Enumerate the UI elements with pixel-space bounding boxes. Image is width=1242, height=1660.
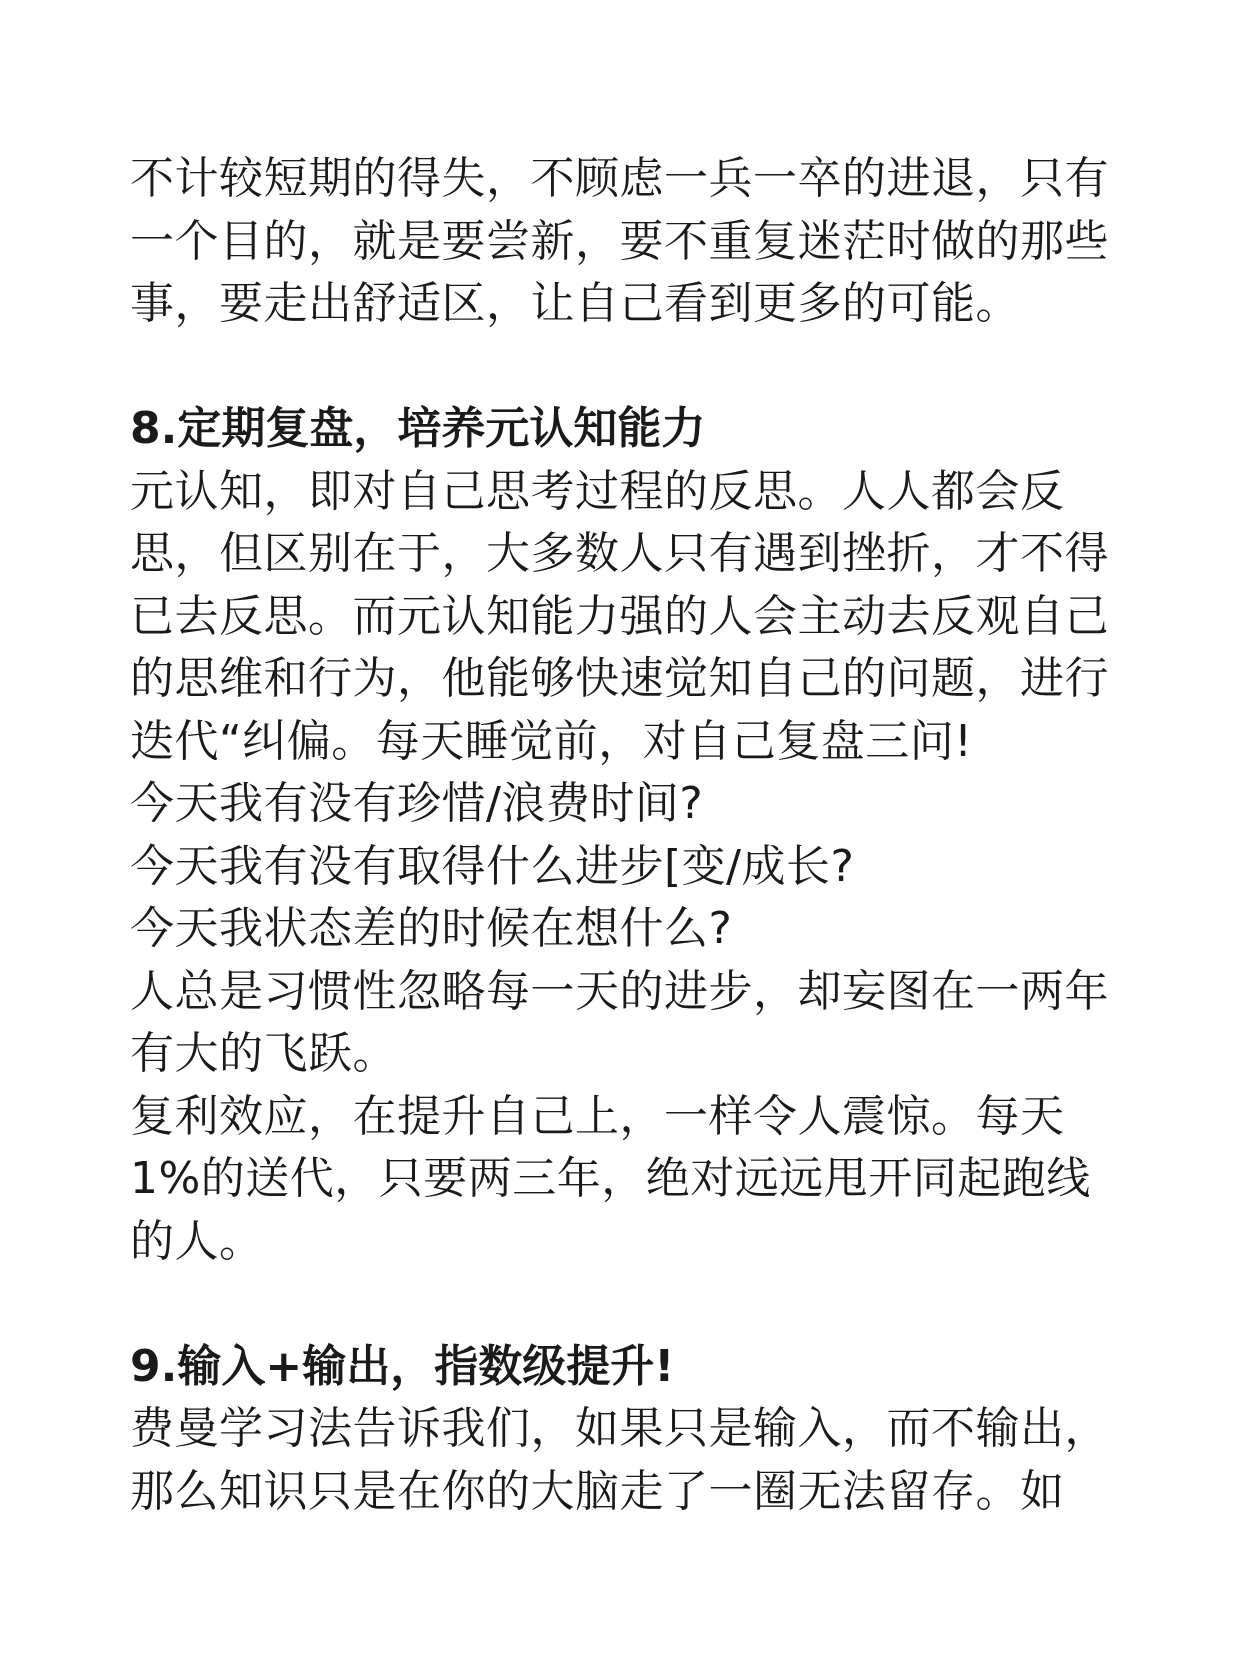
paragraph-line: 已去反思。而元认知能力强的人会主动去反观自己	[130, 590, 1109, 642]
paragraph-line: 迭代“纠偏。每天睡觉前，对自己复盘三问!	[130, 715, 973, 767]
question-line: 今天我有没有珍惜/浪费时间?	[130, 778, 704, 829]
paragraph-line: 事，要走出舒适区，让自己看到更多的可能。	[130, 278, 1020, 329]
section-heading: 9.输入+输出，指数级提升!	[130, 1340, 675, 1392]
paragraph-line: 1%的送代，只要两三年，绝对远远甩开同起跑线	[130, 1153, 1091, 1204]
paragraph-line: 不计较短期的得失，不顾虑一兵一卒的进退，只有	[130, 153, 1109, 204]
paragraph-line: 那么知识只是在你的大脑走了一圈无法留存。如	[130, 1465, 1065, 1517]
paragraph-gap	[130, 336, 1120, 399]
article-body	[130, 148, 1120, 1523]
paragraph-line: 的人。	[130, 1215, 264, 1267]
paragraph-line: 元认知，即对自己思考过程的反思。人人都会反	[130, 465, 1065, 517]
paragraph-line: 的思维和行为，他能够快速觉知自己的问题，进行	[130, 653, 1109, 704]
section-heading: 8.定期复盘，培养元认知能力	[130, 403, 706, 454]
paragraph-line: 费曼学习法告诉我们，如果只是输入，而不输出，	[130, 1403, 1109, 1454]
paragraph-line: 复利效应，在提升自己上，一样令人震惊。每天	[130, 1090, 1065, 1142]
paragraph-line: 思，但区别在于，大多数人只有遇到挫折，才不得	[130, 528, 1109, 579]
paragraph-line: 有大的飞跃。	[130, 1028, 397, 1079]
question-line: 今天我有没有取得什么进步[变/成长?	[130, 840, 855, 892]
paragraph-gap	[130, 1273, 1120, 1336]
paragraph-line: 一个目的，就是要尝新，要不重复迷茫时做的那些	[130, 215, 1109, 267]
question-line: 今天我状态差的时候在想什么?	[130, 903, 733, 954]
paragraph-line: 人总是习惯性忽略每一天的进步，却妄图在一两年	[130, 965, 1109, 1017]
